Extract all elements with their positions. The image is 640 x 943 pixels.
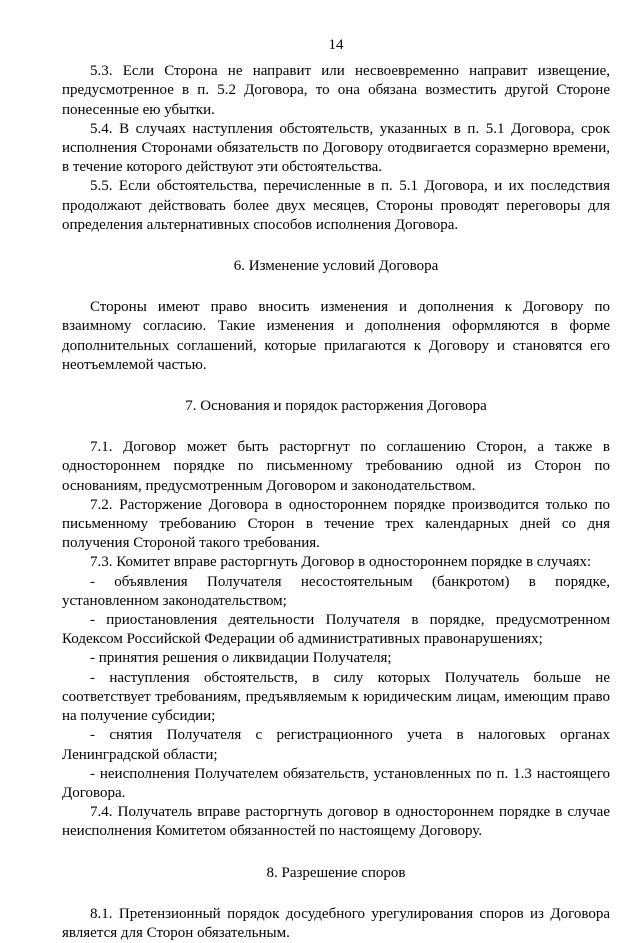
paragraph-7-1: 7.1. Договор может быть расторгнут по соглашению Сторон, а также в одностороннем порядке по письменному требованию одной из Сторон по основаниям, предусмотренным Договором и законодательством. — [62, 439, 610, 494]
paragraph-8-1: 8.1. Претензионный порядок досудебного урегулирования споров из Договора является для Сторон обязательным. — [62, 905, 610, 941]
paragraph-6: Стороны имеют право вносить изменения и дополнения к Договору по взаимному согласию. Такие изменения и дополнения оформляются в форме дополнительных соглашений, которые прилагаются к Договору и становятся его неотъемлемой частью. — [62, 299, 610, 373]
list-item-noncompliance: - наступления обстоятельств, в силу которых Получатель больше не соответствует требованиям, предъявляемым к юридическим лицам, имеющим право на получение субсидии; — [62, 669, 610, 725]
paragraph-7-2: 7.2. Расторжение Договора в одностороннем порядке производится только по письменному требованию Сторон в течение трех календарных дней со дня получения Стороной такого требования. — [62, 496, 610, 552]
page-number: 14 — [328, 37, 344, 53]
section-6 — [62, 257, 610, 375]
section-5-continuation — [62, 62, 610, 235]
section-7 — [62, 397, 610, 841]
list-item-nonfulfillment: - неисполнения Получателем обязательств, установленных по п. 1.3 настоящего Договора. — [62, 765, 610, 801]
list-item-deregistration: - снятия Получателя с регистрационного учета в налоговых органах Ленинградской области; — [62, 727, 610, 763]
paragraph-7-4: 7.4. Получатель вправе расторгнуть договор в одностороннем порядке в случае неисполнения Комитетом обязанностей по настоящему Договору. — [62, 804, 610, 840]
list-item-suspension: - приостановления деятельности Получателя в порядке, предусмотренном Кодексом Российской Федерации об административных правонарушениях; — [62, 612, 610, 648]
paragraph-5-3: 5.3. Если Сторона не направит или несвоевременно направит извещение, предусмотренное в п. 5.2 Договора, то она обязана возместить другой Стороне понесенные ею убытки. — [62, 63, 610, 118]
paragraph-5-5: 5.5. Если обстоятельства, перечисленные в п. 5.1 Договора, и их последствия продолжают действовать более двух месяцев, Стороны проводят переговоры для определения альтернативных способов исполнения Договора. — [62, 178, 610, 233]
paragraph-5-4: 5.4. В случаях наступления обстоятельств, указанных в п. 5.1 Договора, срок исполнения Сторонами обязательств по Договору отодвигается соразмерно времени, в течение которого действуют эти обстоятельства. — [62, 120, 610, 176]
paragraph-7-3: 7.3. Комитет вправе расторгнуть Договор в одностороннем порядке в случаях: — [90, 554, 592, 571]
section-8 — [62, 864, 610, 943]
list-item-liquidation: - принятия решения о ликвидации Получателя; — [90, 650, 392, 667]
list-item-bankruptcy: - объявления Получателя несостоятельным (банкротом) в порядке, установленном законодательством; — [62, 573, 610, 609]
document-page — [62, 36, 610, 943]
section-7-heading: 7. Основания и порядок расторжения Договора — [185, 398, 487, 415]
section-8-heading: 8. Разрешение споров — [266, 864, 406, 881]
section-6-heading: 6. Изменение условий Договора — [233, 258, 439, 275]
